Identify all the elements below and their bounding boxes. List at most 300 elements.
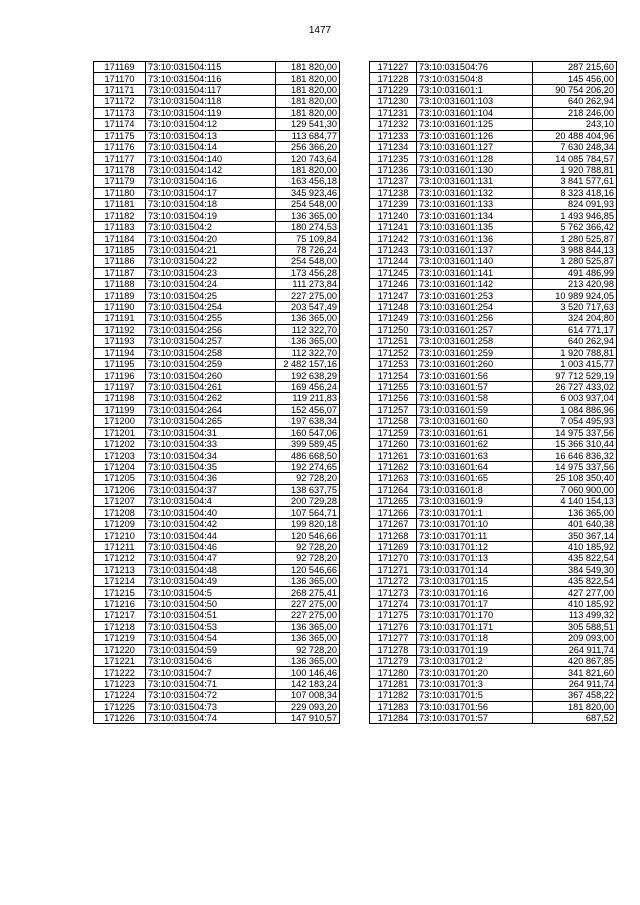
table-row <box>94 610 340 621</box>
row-number: 171207 <box>94 496 146 507</box>
cadastral-number: 73:10:031601:103 <box>417 96 533 107</box>
cadastral-number: 73:10:031504:115 <box>146 62 276 73</box>
table-row <box>370 416 617 427</box>
table-row <box>94 107 340 118</box>
table-row <box>94 678 340 689</box>
table-row <box>94 199 340 210</box>
row-number: 171262 <box>370 461 417 472</box>
cadastral-number: 73:10:031504:140 <box>146 153 276 164</box>
table-row <box>94 267 340 278</box>
table-row <box>370 221 617 232</box>
row-number: 171183 <box>94 221 146 232</box>
row-number: 171236 <box>370 164 417 175</box>
cadastral-number: 73:10:031504:71 <box>146 678 276 689</box>
cadastral-value: 640 262,94 <box>533 96 617 107</box>
cadastral-value: 6 003 937,04 <box>533 393 617 404</box>
row-number: 171185 <box>94 244 146 255</box>
cadastral-number: 73:10:031701:20 <box>417 667 533 678</box>
cadastral-number: 73:10:031504:259 <box>146 358 276 369</box>
row-number: 171197 <box>94 381 146 392</box>
cadastral-number: 73:10:031601:8 <box>417 484 533 495</box>
cadastral-value: 243,10 <box>533 119 617 130</box>
cadastral-value: 486 668,50 <box>276 450 340 461</box>
cadastral-number: 73:10:031701:16 <box>417 587 533 598</box>
cadastral-number: 73:10:031601:136 <box>417 233 533 244</box>
row-number: 171198 <box>94 393 146 404</box>
cadastral-number: 73:10:031504:21 <box>146 244 276 255</box>
cadastral-value: 92 728,20 <box>276 473 340 484</box>
cadastral-number: 73:10:031601:1 <box>417 84 533 95</box>
row-number: 171235 <box>370 153 417 164</box>
cadastral-value: 25 108 350,40 <box>533 473 617 484</box>
cadastral-number: 73:10:031601:57 <box>417 381 533 392</box>
cadastral-number: 73:10:031601:259 <box>417 347 533 358</box>
cadastral-value: 435 822,54 <box>533 553 617 564</box>
row-number: 171220 <box>94 644 146 655</box>
row-number: 171213 <box>94 564 146 575</box>
cadastral-number: 73:10:031701:19 <box>417 644 533 655</box>
table-row <box>94 221 340 232</box>
row-number: 171229 <box>370 84 417 95</box>
cadastral-number: 73:10:031601:253 <box>417 290 533 301</box>
cadastral-number: 73:10:031601:260 <box>417 358 533 369</box>
row-number: 171240 <box>370 210 417 221</box>
row-number: 171210 <box>94 530 146 541</box>
cadastral-value: 192 274,65 <box>276 461 340 472</box>
table-row <box>370 84 617 95</box>
row-number: 171282 <box>370 690 417 701</box>
cadastral-value: 324 204,80 <box>533 313 617 324</box>
row-number: 171228 <box>370 73 417 84</box>
row-number: 171239 <box>370 199 417 210</box>
table-row <box>370 690 617 701</box>
row-number: 171186 <box>94 256 146 267</box>
cadastral-value: 268 275,41 <box>276 587 340 598</box>
cadastral-number: 73:10:031504:262 <box>146 393 276 404</box>
cadastral-value: 136 365,00 <box>276 655 340 666</box>
cadastral-number: 73:10:031504:8 <box>417 73 533 84</box>
cadastral-value: 120 546,66 <box>276 564 340 575</box>
cadastral-value: 3 520 717,63 <box>533 301 617 312</box>
table-row <box>370 199 617 210</box>
table-row <box>370 279 617 290</box>
row-number: 171268 <box>370 530 417 541</box>
table-row <box>94 496 340 507</box>
table-row <box>370 176 617 187</box>
cadastral-value: 7 630 248,34 <box>533 141 617 152</box>
cadastral-value: 254 548,00 <box>276 199 340 210</box>
table-row <box>94 256 340 267</box>
table-row <box>94 336 340 347</box>
table-row <box>370 564 617 575</box>
row-number: 171182 <box>94 210 146 221</box>
table-row <box>94 62 340 73</box>
row-number: 171249 <box>370 313 417 324</box>
cadastral-number: 73:10:031504:59 <box>146 644 276 655</box>
cadastral-number: 73:10:031701:3 <box>417 678 533 689</box>
table-row <box>370 553 617 564</box>
table-row <box>94 370 340 381</box>
table-row <box>94 633 340 644</box>
cadastral-number: 73:10:031504:54 <box>146 633 276 644</box>
cadastral-value: 16 646 836,32 <box>533 450 617 461</box>
cadastral-number: 73:10:031504:44 <box>146 530 276 541</box>
cadastral-number: 73:10:031504:25 <box>146 290 276 301</box>
cadastral-number: 73:10:031504:53 <box>146 621 276 632</box>
cadastral-number: 73:10:031601:60 <box>417 416 533 427</box>
cadastral-value: 200 729,28 <box>276 496 340 507</box>
cadastral-value: 192 638,29 <box>276 370 340 381</box>
cadastral-number: 73:10:031601:56 <box>417 370 533 381</box>
row-number: 171244 <box>370 256 417 267</box>
cadastral-value: 640 262,94 <box>533 336 617 347</box>
cadastral-number: 73:10:031504:257 <box>146 336 276 347</box>
cadastral-value: 120 743,64 <box>276 153 340 164</box>
cadastral-value: 254 548,00 <box>276 256 340 267</box>
row-number: 171209 <box>94 518 146 529</box>
row-number: 171242 <box>370 233 417 244</box>
cadastral-number: 73:10:031701:13 <box>417 553 533 564</box>
table-row <box>94 564 340 575</box>
cadastral-number: 73:10:031504:19 <box>146 210 276 221</box>
cadastral-number: 73:10:031504:50 <box>146 598 276 609</box>
cadastral-number: 73:10:031701:2 <box>417 655 533 666</box>
row-number: 171265 <box>370 496 417 507</box>
cadastral-number: 73:10:031504:14 <box>146 141 276 152</box>
cadastral-value: 181 820,00 <box>276 73 340 84</box>
cadastral-value: 112 322,70 <box>276 324 340 335</box>
cadastral-value: 152 456,07 <box>276 404 340 415</box>
cadastral-number: 73:10:031504:18 <box>146 199 276 210</box>
table-row <box>370 655 617 666</box>
row-number: 171223 <box>94 678 146 689</box>
row-number: 171188 <box>94 279 146 290</box>
cadastral-value: 491 486,99 <box>533 267 617 278</box>
row-number: 171172 <box>94 96 146 107</box>
cadastral-number: 73:10:031504:255 <box>146 313 276 324</box>
cadastral-value: 26 727 433,02 <box>533 381 617 392</box>
row-number: 171269 <box>370 541 417 552</box>
table-row <box>94 84 340 95</box>
cadastral-number: 73:10:031504:12 <box>146 119 276 130</box>
row-number: 171260 <box>370 438 417 449</box>
table-row <box>94 347 340 358</box>
cadastral-value: 367 458,22 <box>533 690 617 701</box>
table-row <box>370 347 617 358</box>
cadastral-value: 136 365,00 <box>276 621 340 632</box>
cadastral-value: 1 084 886,96 <box>533 404 617 415</box>
cadastral-number: 73:10:031601:142 <box>417 279 533 290</box>
cadastral-number: 73:10:031504:48 <box>146 564 276 575</box>
cadastral-number: 73:10:031504:261 <box>146 381 276 392</box>
table-row <box>94 244 340 255</box>
row-number: 171196 <box>94 370 146 381</box>
row-number: 171256 <box>370 393 417 404</box>
row-number: 171263 <box>370 473 417 484</box>
cadastral-value: 92 728,20 <box>276 644 340 655</box>
row-number: 171238 <box>370 187 417 198</box>
table-row <box>94 324 340 335</box>
row-number: 171216 <box>94 598 146 609</box>
table-row <box>94 438 340 449</box>
cadastral-value: 227 275,00 <box>276 598 340 609</box>
row-number: 171206 <box>94 484 146 495</box>
row-number: 171175 <box>94 130 146 141</box>
cadastral-number: 73:10:031504:23 <box>146 267 276 278</box>
row-number: 171211 <box>94 541 146 552</box>
cadastral-number: 73:10:031504:119 <box>146 107 276 118</box>
table-row <box>370 461 617 472</box>
cadastral-value: 824 091,93 <box>533 199 617 210</box>
row-number: 171270 <box>370 553 417 564</box>
table-row <box>94 667 340 678</box>
cadastral-value: 181 820,00 <box>533 701 617 712</box>
table-row <box>370 153 617 164</box>
cadastral-number: 73:10:031601:64 <box>417 461 533 472</box>
row-number: 171194 <box>94 347 146 358</box>
cadastral-number: 73:10:031601:62 <box>417 438 533 449</box>
cadastral-value: 111 273,84 <box>276 279 340 290</box>
cadastral-value: 136 365,00 <box>276 575 340 586</box>
cadastral-number: 73:10:031601:135 <box>417 221 533 232</box>
cadastral-number: 73:10:031504:40 <box>146 507 276 518</box>
registry-table-left <box>93 61 340 724</box>
cadastral-value: 1 280 525,87 <box>533 233 617 244</box>
cadastral-value: 136 365,00 <box>276 210 340 221</box>
cadastral-number: 73:10:031701:57 <box>417 713 533 724</box>
cadastral-value: 14 975 337,56 <box>533 461 617 472</box>
row-number: 171253 <box>370 358 417 369</box>
table-row <box>370 370 617 381</box>
row-number: 171191 <box>94 313 146 324</box>
cadastral-value: 75 109,84 <box>276 233 340 244</box>
cadastral-number: 73:10:031504:22 <box>146 256 276 267</box>
row-number: 171245 <box>370 267 417 278</box>
cadastral-value: 181 820,00 <box>276 96 340 107</box>
table-row <box>370 358 617 369</box>
cadastral-number: 73:10:031601:133 <box>417 199 533 210</box>
cadastral-value: 7 054 495,93 <box>533 416 617 427</box>
cadastral-value: 410 185,92 <box>533 598 617 609</box>
cadastral-value: 136 365,00 <box>276 313 340 324</box>
table-row <box>370 141 617 152</box>
cadastral-number: 73:10:031601:254 <box>417 301 533 312</box>
table-row <box>94 530 340 541</box>
table-row <box>94 587 340 598</box>
table-row <box>370 324 617 335</box>
row-number: 171205 <box>94 473 146 484</box>
row-number: 171217 <box>94 610 146 621</box>
table-row <box>370 496 617 507</box>
table-row <box>370 244 617 255</box>
cadastral-value: 15 366 310,44 <box>533 438 617 449</box>
cadastral-value: 181 820,00 <box>276 164 340 175</box>
table-row <box>94 461 340 472</box>
cadastral-number: 73:10:031601:132 <box>417 187 533 198</box>
cadastral-value: 138 637,75 <box>276 484 340 495</box>
row-number: 171225 <box>94 701 146 712</box>
cadastral-number: 73:10:031601:130 <box>417 164 533 175</box>
row-number: 171170 <box>94 73 146 84</box>
cadastral-value: 1 493 946,85 <box>533 210 617 221</box>
cadastral-value: 350 367,14 <box>533 530 617 541</box>
table-row <box>94 130 340 141</box>
cadastral-number: 73:10:031504:256 <box>146 324 276 335</box>
cadastral-value: 1 003 415,77 <box>533 358 617 369</box>
cadastral-value: 3 988 844,13 <box>533 244 617 255</box>
row-number: 171254 <box>370 370 417 381</box>
cadastral-value: 401 640,38 <box>533 518 617 529</box>
cadastral-value: 399 589,45 <box>276 438 340 449</box>
table-row <box>370 598 617 609</box>
cadastral-value: 287 215,60 <box>533 62 617 73</box>
cadastral-value: 256 366,20 <box>276 141 340 152</box>
cadastral-number: 73:10:031504:47 <box>146 553 276 564</box>
row-number: 171179 <box>94 176 146 187</box>
cadastral-value: 129 541,30 <box>276 119 340 130</box>
cadastral-value: 199 820,18 <box>276 518 340 529</box>
row-number: 171187 <box>94 267 146 278</box>
table-row <box>370 107 617 118</box>
table-row <box>94 301 340 312</box>
cadastral-value: 92 728,20 <box>276 541 340 552</box>
row-number: 171252 <box>370 347 417 358</box>
cadastral-value: 213 420,98 <box>533 279 617 290</box>
row-number: 171200 <box>94 416 146 427</box>
table-row <box>370 473 617 484</box>
table-row <box>370 713 617 724</box>
cadastral-value: 209 093,00 <box>533 633 617 644</box>
row-number: 171174 <box>94 119 146 130</box>
table-row <box>370 187 617 198</box>
table-row <box>370 701 617 712</box>
cadastral-value: 384 549,30 <box>533 564 617 575</box>
row-number: 171233 <box>370 130 417 141</box>
cadastral-value: 113 499,32 <box>533 610 617 621</box>
cadastral-value: 7 060 900,00 <box>533 484 617 495</box>
cadastral-value: 169 456,24 <box>276 381 340 392</box>
table-row <box>370 404 617 415</box>
row-number: 171278 <box>370 644 417 655</box>
cadastral-number: 73:10:031504:116 <box>146 73 276 84</box>
table-row <box>94 655 340 666</box>
cadastral-number: 73:10:031504:254 <box>146 301 276 312</box>
cadastral-number: 73:10:031601:58 <box>417 393 533 404</box>
table-row <box>94 381 340 392</box>
cadastral-number: 73:10:031504:24 <box>146 279 276 290</box>
table-row <box>370 164 617 175</box>
cadastral-number: 73:10:031701:11 <box>417 530 533 541</box>
row-number: 171221 <box>94 655 146 666</box>
table-row <box>94 119 340 130</box>
table-row <box>94 176 340 187</box>
cadastral-value: 1 920 788,81 <box>533 164 617 175</box>
cadastral-value: 14 085 784,57 <box>533 153 617 164</box>
row-number: 171214 <box>94 575 146 586</box>
cadastral-value: 427 277,00 <box>533 587 617 598</box>
cadastral-value: 218 246,00 <box>533 107 617 118</box>
cadastral-number: 73:10:031504:73 <box>146 701 276 712</box>
row-number: 171193 <box>94 336 146 347</box>
cadastral-number: 73:10:031701:5 <box>417 690 533 701</box>
table-row <box>370 450 617 461</box>
cadastral-value: 8 323 418,16 <box>533 187 617 198</box>
table-row <box>370 267 617 278</box>
row-number: 171246 <box>370 279 417 290</box>
row-number: 171243 <box>370 244 417 255</box>
cadastral-value: 5 762 366,42 <box>533 221 617 232</box>
table-row <box>370 336 617 347</box>
row-number: 171266 <box>370 507 417 518</box>
table-row <box>94 450 340 461</box>
cadastral-value: 145 456,00 <box>533 73 617 84</box>
cadastral-value: 305 588,51 <box>533 621 617 632</box>
row-number: 171237 <box>370 176 417 187</box>
cadastral-value: 2 482 157,16 <box>276 358 340 369</box>
cadastral-number: 73:10:031601:257 <box>417 324 533 335</box>
cadastral-value: 345 923,46 <box>276 187 340 198</box>
row-number: 171234 <box>370 141 417 152</box>
cadastral-value: 14 975 337,56 <box>533 427 617 438</box>
cadastral-value: 203 547,49 <box>276 301 340 312</box>
row-number: 171284 <box>370 713 417 724</box>
cadastral-number: 73:10:031504:76 <box>417 62 533 73</box>
table-row <box>370 119 617 130</box>
cadastral-value: 90 754 206,20 <box>533 84 617 95</box>
row-number: 171230 <box>370 96 417 107</box>
row-number: 171195 <box>94 358 146 369</box>
cadastral-value: 4 140 154,13 <box>533 496 617 507</box>
row-number: 171226 <box>94 713 146 724</box>
cadastral-value: 120 546,66 <box>276 530 340 541</box>
row-number: 171180 <box>94 187 146 198</box>
table-row <box>94 644 340 655</box>
cadastral-value: 181 820,00 <box>276 107 340 118</box>
cadastral-number: 73:10:031601:125 <box>417 119 533 130</box>
table-row <box>94 427 340 438</box>
table-row <box>94 153 340 164</box>
table-row <box>94 701 340 712</box>
row-number: 171255 <box>370 381 417 392</box>
table-row <box>370 587 617 598</box>
cadastral-value: 136 365,00 <box>533 507 617 518</box>
cadastral-number: 73:10:031701:1 <box>417 507 533 518</box>
cadastral-value: 107 008,34 <box>276 690 340 701</box>
row-number: 171264 <box>370 484 417 495</box>
row-number: 171181 <box>94 199 146 210</box>
table-row <box>94 541 340 552</box>
table-row <box>370 96 617 107</box>
cadastral-value: 264 911,74 <box>533 644 617 655</box>
cadastral-number: 73:10:031601:256 <box>417 313 533 324</box>
row-number: 171222 <box>94 667 146 678</box>
table-row <box>94 713 340 724</box>
cadastral-number: 73:10:031504:7 <box>146 667 276 678</box>
cadastral-number: 73:10:031504:31 <box>146 427 276 438</box>
table-row <box>370 621 617 632</box>
table-row <box>94 290 340 301</box>
cadastral-number: 73:10:031701:12 <box>417 541 533 552</box>
row-number: 171281 <box>370 678 417 689</box>
cadastral-number: 73:10:031601:137 <box>417 244 533 255</box>
table-row <box>370 62 617 73</box>
cadastral-value: 227 275,00 <box>276 610 340 621</box>
cadastral-value: 163 456,18 <box>276 176 340 187</box>
row-number: 171277 <box>370 633 417 644</box>
table-row <box>370 130 617 141</box>
row-number: 171189 <box>94 290 146 301</box>
table-row <box>94 553 340 564</box>
